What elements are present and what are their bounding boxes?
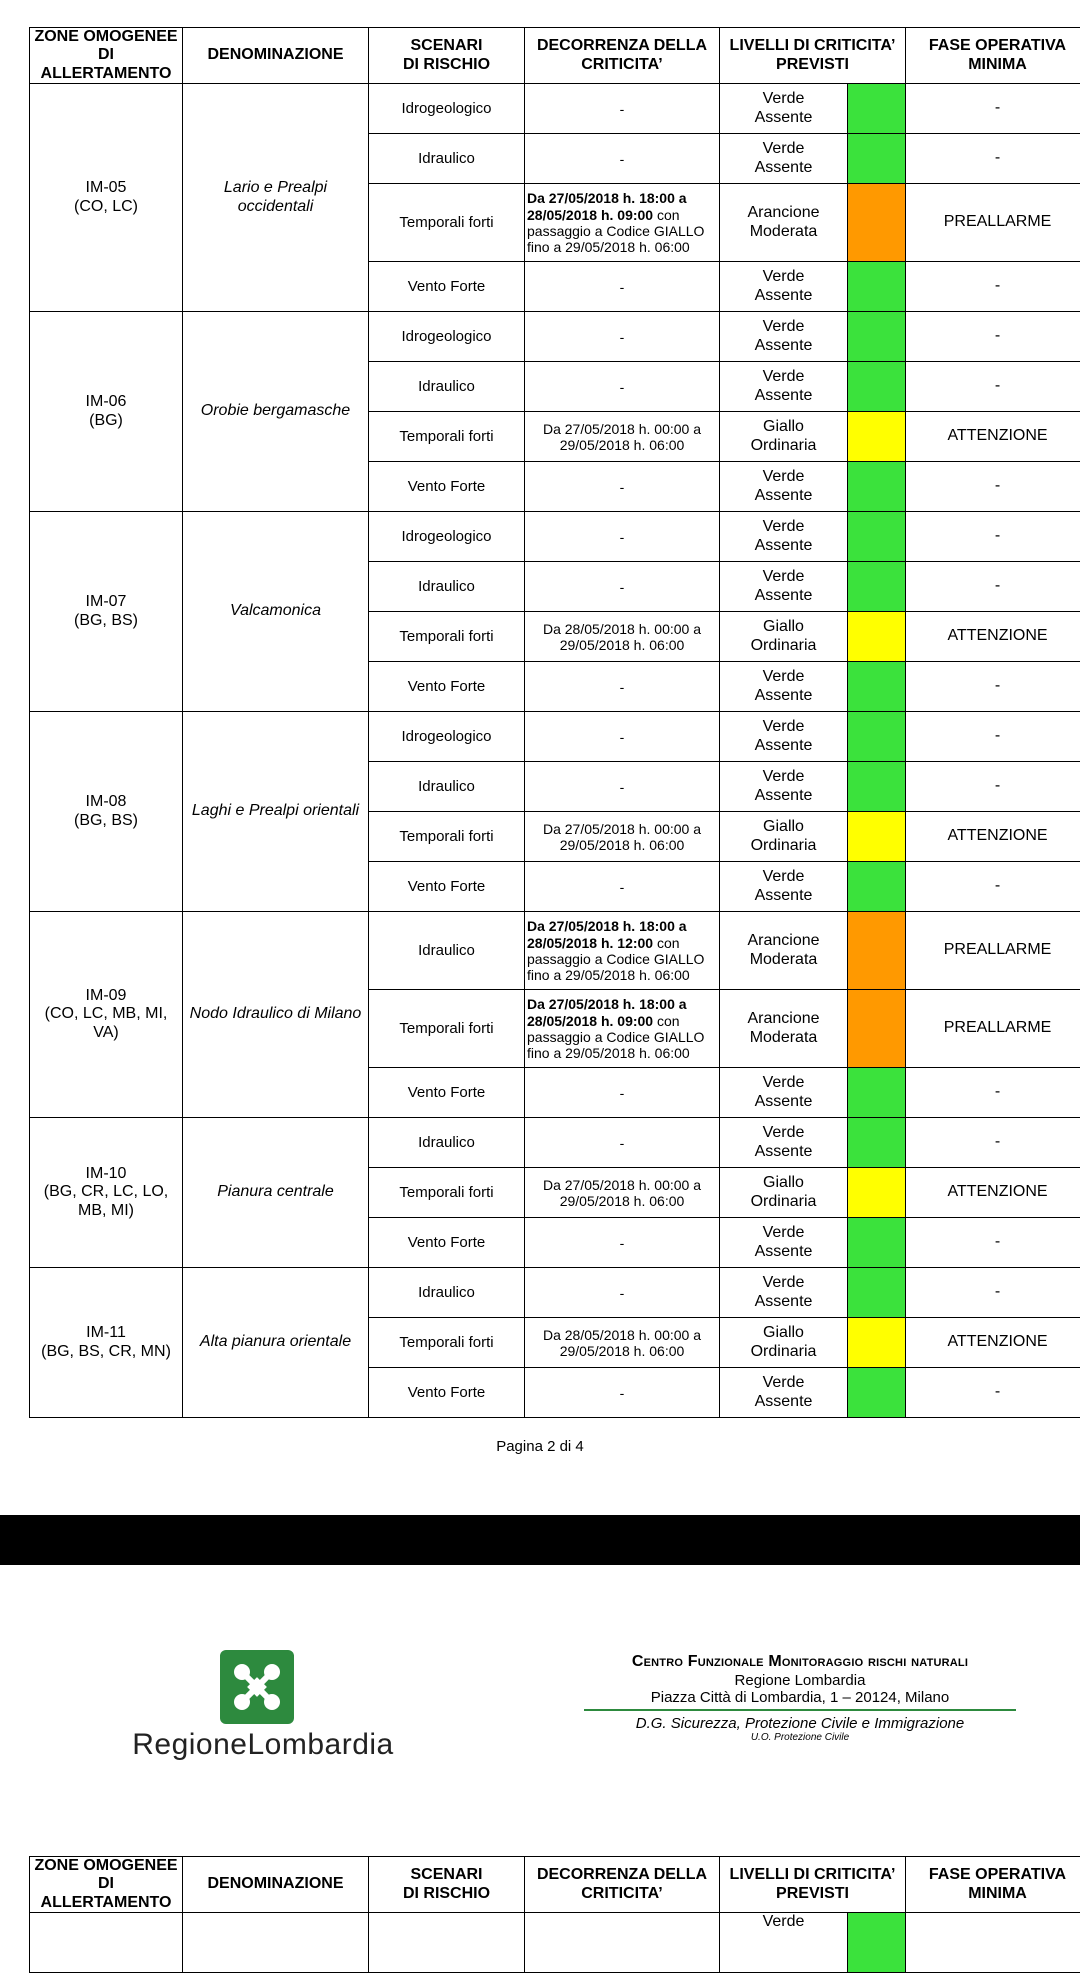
fase-cell: ATTENZIONE	[906, 1318, 1080, 1368]
level-severity: Moderata	[750, 1029, 818, 1046]
green-rule	[584, 1709, 1016, 1711]
fase-cell: -	[906, 1268, 1080, 1318]
level-severity: Assente	[755, 687, 813, 704]
zone-code: IM-10	[86, 1165, 127, 1182]
level-color-cell	[848, 562, 906, 612]
table-row	[30, 512, 1080, 562]
level-color-cell	[848, 662, 906, 712]
level-name: Arancione	[747, 1010, 819, 1027]
level-severity: Assente	[755, 537, 813, 554]
table-header	[30, 28, 1080, 84]
decorrenza-cell: -	[525, 262, 720, 312]
level-severity: Assente	[755, 887, 813, 904]
table-row	[30, 84, 1080, 134]
level-severity: Assente	[755, 1243, 813, 1260]
fase-cell: -	[906, 462, 1080, 512]
level-severity: Assente	[755, 287, 813, 304]
fase-cell: -	[906, 312, 1080, 362]
level-name: Giallo	[763, 818, 804, 835]
level-cell	[720, 134, 848, 184]
level-name: Giallo	[763, 418, 804, 435]
table-row	[30, 1118, 1080, 1168]
scenario-cell: Temporali forti	[369, 812, 525, 862]
decorrenza-cell: Da 27/05/2018 h. 00:00 a 29/05/2018 h. 06:00	[525, 812, 720, 862]
level-severity: Assente	[755, 337, 813, 354]
level-cell	[720, 912, 848, 990]
decorrenza-cell: -	[525, 1218, 720, 1268]
zone-provinces: (BG, BS, CR, MN)	[41, 1343, 171, 1360]
zone-cell	[30, 1118, 183, 1268]
decorrenza-rest: con passaggio a Codice GIALLO fino a 29/05/2018 h. 06:00	[527, 935, 704, 983]
scenario-cell: Idraulico	[369, 1268, 525, 1318]
level-color-cell	[848, 262, 906, 312]
zone-code: IM-07	[86, 593, 127, 610]
header-livelli: LIVELLI DI CRITICITA’ PREVISTI	[720, 1857, 906, 1913]
zone-provinces: (BG, BS)	[74, 812, 138, 829]
zone-code: IM-11	[86, 1324, 126, 1341]
zone-name: Orobie bergamasche	[183, 312, 369, 512]
level-severity: Assente	[755, 1393, 813, 1410]
level-name: Verde	[763, 768, 805, 785]
zone-name: Valcamonica	[183, 512, 369, 712]
level-cell	[720, 1118, 848, 1168]
decorrenza-rest: con passaggio a Codice GIALLO fino a 29/05/2018 h. 06:00	[527, 207, 704, 255]
page-number: Pagina 2 di 4	[0, 1438, 1080, 1455]
level-color-cell	[848, 812, 906, 862]
table-header-2	[30, 1857, 1080, 1913]
decorrenza-cell: -	[525, 462, 720, 512]
level-color-cell	[848, 512, 906, 562]
table-row	[30, 712, 1080, 762]
level-color-cell	[848, 134, 906, 184]
zone-code: IM-09	[86, 987, 127, 1004]
scenario-cell: Idrogeologico	[369, 512, 525, 562]
fase-cell: -	[906, 862, 1080, 912]
level-cell	[720, 712, 848, 762]
level-color-cell	[848, 312, 906, 362]
level-name: Verde	[763, 868, 805, 885]
decorrenza-cell: -	[525, 1268, 720, 1318]
scenario-cell: Idraulico	[369, 562, 525, 612]
level-severity: Assente	[755, 587, 813, 604]
zone-cell	[30, 512, 183, 712]
fase-cell: -	[906, 84, 1080, 134]
level-cell	[720, 362, 848, 412]
decorrenza-cell	[525, 184, 720, 262]
level-text: Verde	[720, 1913, 848, 1973]
fase-cell: -	[906, 1368, 1080, 1418]
zone-name: Alta pianura orientale	[183, 1268, 369, 1418]
center-heading	[580, 1653, 1020, 1743]
level-severity: Moderata	[750, 223, 818, 240]
level-color-cell	[848, 412, 906, 462]
zone-provinces: (BG)	[89, 412, 123, 429]
level-cell	[720, 990, 848, 1068]
level-cell	[720, 1218, 848, 1268]
center-dept: D.G. Sicurezza, Protezione Civile e Immigrazione	[580, 1715, 1020, 1732]
level-severity: Assente	[755, 487, 813, 504]
decorrenza-cell: -	[525, 662, 720, 712]
level-name: Verde	[763, 318, 805, 335]
level-cell	[720, 184, 848, 262]
level-color-cell	[848, 1318, 906, 1368]
level-color-cell	[848, 1168, 906, 1218]
fase-cell: -	[906, 262, 1080, 312]
zone-name: Laghi e Prealpi orientali	[183, 712, 369, 912]
decorrenza-cell: -	[525, 712, 720, 762]
decorrenza-cell: Da 27/05/2018 h. 00:00 a 29/05/2018 h. 06:00	[525, 1168, 720, 1218]
fase-cell: -	[906, 1218, 1080, 1268]
header-scenari: SCENARI DI RISCHIO	[369, 28, 525, 84]
zone-provinces: (BG, CR, LC, LO, MB, MI)	[44, 1183, 168, 1218]
level-color-cell	[848, 1913, 906, 1973]
zone-name: Lario e Prealpi occidentali	[183, 84, 369, 312]
level-name: Verde	[763, 1274, 805, 1291]
decorrenza-cell: -	[525, 562, 720, 612]
level-color-cell	[848, 1118, 906, 1168]
scenario-cell: Vento Forte	[369, 1068, 525, 1118]
level-severity: Assente	[755, 1293, 813, 1310]
zone-cell	[30, 312, 183, 512]
logo-text: RegioneLombardia	[108, 1728, 418, 1762]
level-cell	[720, 312, 848, 362]
level-cell	[720, 1068, 848, 1118]
decorrenza-bold: Da 27/05/2018 h. 18:00 a 28/05/2018 h. 09:00	[527, 996, 687, 1028]
level-severity: Assente	[755, 737, 813, 754]
fase-cell: ATTENZIONE	[906, 612, 1080, 662]
decorrenza-rest: con passaggio a Codice GIALLO fino a 29/05/2018 h. 06:00	[527, 1013, 704, 1061]
zone-provinces: (BG, BS)	[74, 612, 138, 629]
decorrenza-cell: -	[525, 312, 720, 362]
level-color-cell	[848, 612, 906, 662]
decorrenza-cell: -	[525, 512, 720, 562]
scenario-cell: Vento Forte	[369, 262, 525, 312]
level-name: Verde	[763, 568, 805, 585]
level-cell	[720, 1368, 848, 1418]
scenario-cell: Vento Forte	[369, 662, 525, 712]
level-cell	[720, 862, 848, 912]
scenario-cell: Temporali forti	[369, 612, 525, 662]
fase-cell: -	[906, 362, 1080, 412]
level-cell	[720, 462, 848, 512]
fase-cell: PREALLARME	[906, 184, 1080, 262]
level-severity: Assente	[755, 1143, 813, 1160]
scenario-cell: Vento Forte	[369, 1218, 525, 1268]
center-region: Regione Lombardia	[580, 1672, 1020, 1689]
level-severity: Assente	[755, 109, 813, 126]
scenario-cell: Idraulico	[369, 362, 525, 412]
scenario-cell: Vento Forte	[369, 1368, 525, 1418]
level-name: Giallo	[763, 1324, 804, 1341]
decorrenza-cell	[525, 912, 720, 990]
level-severity: Assente	[755, 387, 813, 404]
header-scenari: SCENARI DI RISCHIO	[369, 1857, 525, 1913]
level-cell	[720, 412, 848, 462]
scenario-cell: Idraulico	[369, 1118, 525, 1168]
center-unit: U.O. Protezione Civile	[580, 1732, 1020, 1743]
header-denominazione: DENOMINAZIONE	[183, 28, 369, 84]
fase-cell: -	[906, 712, 1080, 762]
header-zone: ZONE OMOGENEE DI ALLERTAMENTO	[30, 28, 183, 84]
fase-cell: ATTENZIONE	[906, 412, 1080, 462]
level-color-cell	[848, 362, 906, 412]
table-row	[30, 1268, 1080, 1318]
table-body	[30, 84, 1080, 1418]
header-denominazione: DENOMINAZIONE	[183, 1857, 369, 1913]
decorrenza-cell: -	[525, 134, 720, 184]
decorrenza-cell: -	[525, 1368, 720, 1418]
decorrenza-cell: -	[525, 84, 720, 134]
level-name: Verde	[763, 368, 805, 385]
level-severity: Ordinaria	[751, 1193, 817, 1210]
fase-cell: -	[906, 662, 1080, 712]
scenario-cell: Vento Forte	[369, 462, 525, 512]
level-name: Verde	[763, 1124, 805, 1141]
header-fase: FASE OPERATIVA MINIMA	[906, 28, 1080, 84]
level-cell	[720, 84, 848, 134]
level-name: Verde	[763, 140, 805, 157]
header-decorrenza: DECORRENZA DELLA CRITICITA’	[525, 1857, 720, 1913]
header-zone: ZONE OMOGENEE DI ALLERTAMENTO	[30, 1857, 183, 1913]
level-name: Arancione	[747, 204, 819, 221]
level-cell	[720, 262, 848, 312]
level-name: Giallo	[763, 618, 804, 635]
level-name: Giallo	[763, 1174, 804, 1191]
level-cell	[720, 562, 848, 612]
decorrenza-cell: -	[525, 362, 720, 412]
level-name: Verde	[763, 268, 805, 285]
level-color-cell	[848, 862, 906, 912]
level-cell	[720, 662, 848, 712]
decorrenza-cell: -	[525, 862, 720, 912]
criticality-table	[29, 27, 1080, 1418]
zone-cell	[30, 912, 183, 1118]
zone-code: IM-08	[86, 793, 127, 810]
fase-cell: ATTENZIONE	[906, 1168, 1080, 1218]
level-cell	[720, 812, 848, 862]
decorrenza-cell: -	[525, 1118, 720, 1168]
scenario-cell: Idraulico	[369, 762, 525, 812]
fase-cell: -	[906, 1118, 1080, 1168]
level-color-cell	[848, 1368, 906, 1418]
zone-cell	[30, 712, 183, 912]
zone-provinces: (CO, LC)	[74, 198, 138, 215]
scenario-cell: Temporali forti	[369, 412, 525, 462]
fase-cell: -	[906, 1068, 1080, 1118]
decorrenza-cell: -	[525, 762, 720, 812]
level-color-cell	[848, 712, 906, 762]
level-name: Verde	[763, 1224, 805, 1241]
scenario-cell: Idrogeologico	[369, 712, 525, 762]
fase-cell: -	[906, 512, 1080, 562]
level-color-cell	[848, 990, 906, 1068]
decorrenza-cell: Da 28/05/2018 h. 00:00 a 29/05/2018 h. 06:00	[525, 612, 720, 662]
level-cell	[720, 1168, 848, 1218]
level-name: Verde	[763, 668, 805, 685]
logo-mark-icon	[220, 1650, 294, 1724]
level-severity: Moderata	[750, 951, 818, 968]
level-name: Verde	[763, 468, 805, 485]
page-separator	[0, 1515, 1080, 1565]
scenario-cell: Idraulico	[369, 912, 525, 990]
level-color-cell	[848, 184, 906, 262]
level-name: Verde	[763, 518, 805, 535]
center-title: Centro Funzionale Monitoraggio rischi naturali	[580, 1653, 1020, 1671]
zone-code: IM-05	[86, 179, 127, 196]
level-color-cell	[848, 1218, 906, 1268]
zone-name: Pianura centrale	[183, 1118, 369, 1268]
center-address: Piazza Città di Lombardia, 1 – 20124, Milano	[580, 1689, 1020, 1706]
level-cell	[720, 1268, 848, 1318]
level-name: Verde	[763, 718, 805, 735]
level-name: Verde	[763, 1374, 805, 1391]
level-cell	[720, 1318, 848, 1368]
decorrenza-cell: Da 28/05/2018 h. 00:00 a 29/05/2018 h. 06:00	[525, 1318, 720, 1368]
fase-cell: PREALLARME	[906, 990, 1080, 1068]
decorrenza-bold: Da 27/05/2018 h. 18:00 a 28/05/2018 h. 09:00	[527, 190, 687, 222]
table-row	[30, 312, 1080, 362]
header-livelli: LIVELLI DI CRITICITA’ PREVISTI	[720, 28, 906, 84]
scenario-cell: Temporali forti	[369, 184, 525, 262]
zone-cell	[30, 84, 183, 312]
level-color-cell	[848, 762, 906, 812]
fase-cell: -	[906, 762, 1080, 812]
header-decorrenza: DECORRENZA DELLA CRITICITA’	[525, 28, 720, 84]
scenario-cell: Idrogeologico	[369, 312, 525, 362]
region-logo	[108, 1646, 418, 1766]
decorrenza-cell: Da 27/05/2018 h. 00:00 a 29/05/2018 h. 06:00	[525, 412, 720, 462]
level-cell	[720, 762, 848, 812]
zone-cell	[30, 1268, 183, 1418]
table-body-2	[30, 1913, 1080, 1973]
next-criticality-table	[29, 1856, 1080, 1973]
scenario-cell: Vento Forte	[369, 862, 525, 912]
header-fase: FASE OPERATIVA MINIMA	[906, 1857, 1080, 1913]
decorrenza-bold: Da 27/05/2018 h. 18:00 a 28/05/2018 h. 12:00	[527, 918, 687, 950]
scenario-cell: Idraulico	[369, 134, 525, 184]
level-cell	[720, 612, 848, 662]
zone-name: Nodo Idraulico di Milano	[183, 912, 369, 1118]
level-color-cell	[848, 1268, 906, 1318]
level-severity: Ordinaria	[751, 837, 817, 854]
level-name: Arancione	[747, 932, 819, 949]
fase-cell: ATTENZIONE	[906, 812, 1080, 862]
level-color-cell	[848, 912, 906, 990]
level-severity: Assente	[755, 159, 813, 176]
level-color-cell	[848, 84, 906, 134]
fase-cell: -	[906, 562, 1080, 612]
level-name: Verde	[763, 1074, 805, 1091]
fase-cell: -	[906, 134, 1080, 184]
scenario-cell: Temporali forti	[369, 1318, 525, 1368]
scenario-cell: Temporali forti	[369, 990, 525, 1068]
fase-cell: PREALLARME	[906, 912, 1080, 990]
level-name: Verde	[763, 90, 805, 107]
level-severity: Ordinaria	[751, 437, 817, 454]
zone-provinces: (CO, LC, MB, MI, VA)	[45, 1005, 168, 1040]
decorrenza-cell	[525, 990, 720, 1068]
level-severity: Assente	[755, 787, 813, 804]
table-row	[30, 912, 1080, 990]
zone-code: IM-06	[86, 393, 127, 410]
level-color-cell	[848, 1068, 906, 1118]
level-color-cell	[848, 462, 906, 512]
decorrenza-cell: -	[525, 1068, 720, 1118]
scenario-cell: Temporali forti	[369, 1168, 525, 1218]
level-cell	[720, 512, 848, 562]
level-severity: Ordinaria	[751, 1343, 817, 1360]
level-severity: Assente	[755, 1093, 813, 1110]
level-severity: Ordinaria	[751, 637, 817, 654]
scenario-cell: Idrogeologico	[369, 84, 525, 134]
